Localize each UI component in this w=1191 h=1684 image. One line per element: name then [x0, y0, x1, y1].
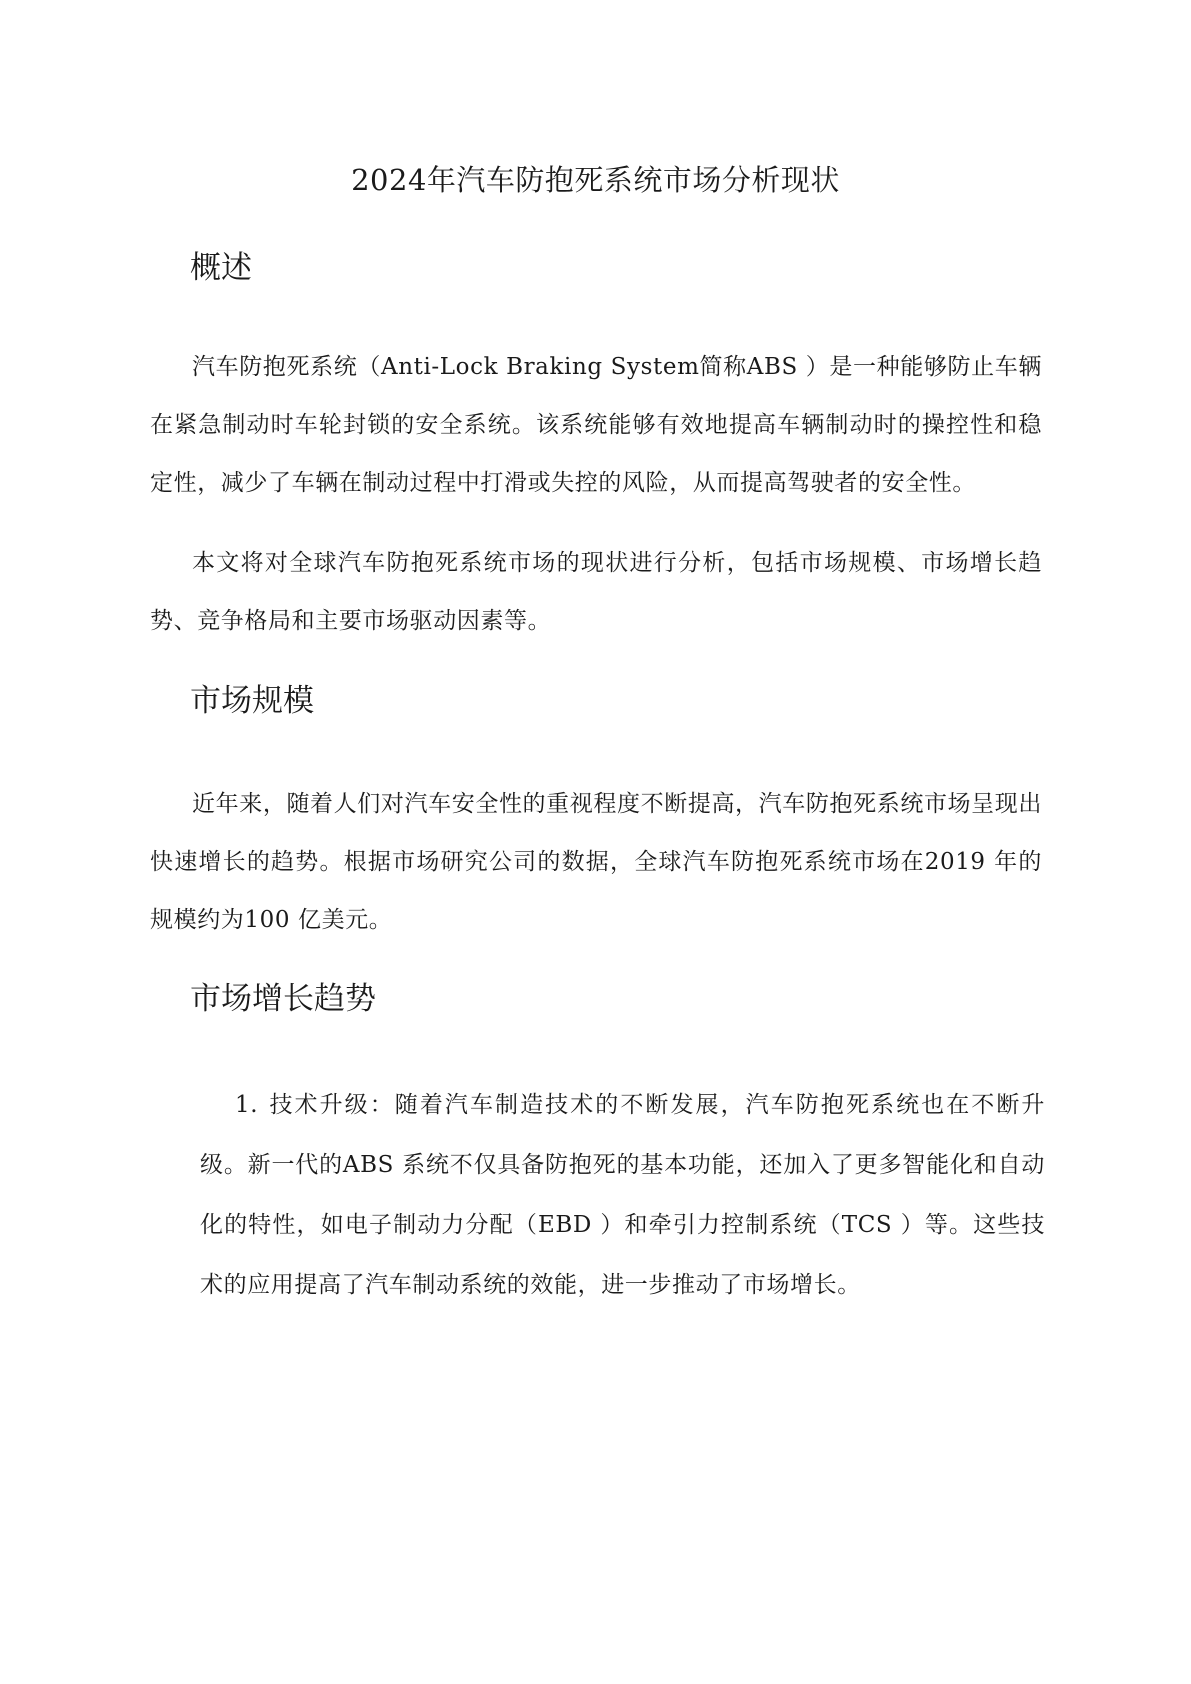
paragraph-market-size: 近年来，随着人们对汽车安全性的重视程度不断提高，汽车防抱死系统市场呈现出快速增长的趋势。根据市场研究公司的数据，全球汽车防抱死系统市场在2019 年的规模约为100 亿美元。 — [150, 791, 1042, 933]
paragraph-overview-2: 本文将对全球汽车防抱死系统市场的现状进行分析，包括市场规模、市场增长趋势、竞争格局和主要市场驱动因素等。 — [150, 550, 1042, 634]
section-heading-market-size: 市场规模 — [190, 683, 314, 719]
paragraph-overview-1: 汽车防抱死系统（Anti-Lock Braking System简称ABS ）是一种能够防止车辆在紧急制动时车轮封锁的安全系统。该系统能够有效地提高车辆制动时的操控性和稳定性，减少了车辆在制动过程中打滑或失控的风险，从而提高驾驶者的安全性。 — [150, 354, 1042, 496]
list-item — [200, 1075, 1045, 1315]
list-item-text: 技术升级：随着汽车制造技术的不断发展，汽车防抱死系统也在不断升级。新一代的ABS 系统不仅具备防抱死的基本功能，还加入了更多智能化和自动化的特性，如电子制动力分配（EBD ）和牵引力控制系统（TCS ）等。这些技术的应用提高了汽车制动系统的效能，进一步推动了市场增长。 — [200, 1092, 1045, 1298]
section-heading-growth-trend: 市场增长趋势 — [190, 981, 376, 1017]
list-item-number: 1. — [235, 1092, 259, 1118]
page-title: 2024年汽车防抱死系统市场分析现状 — [351, 163, 840, 197]
section-heading-overview: 概述 — [190, 250, 252, 286]
